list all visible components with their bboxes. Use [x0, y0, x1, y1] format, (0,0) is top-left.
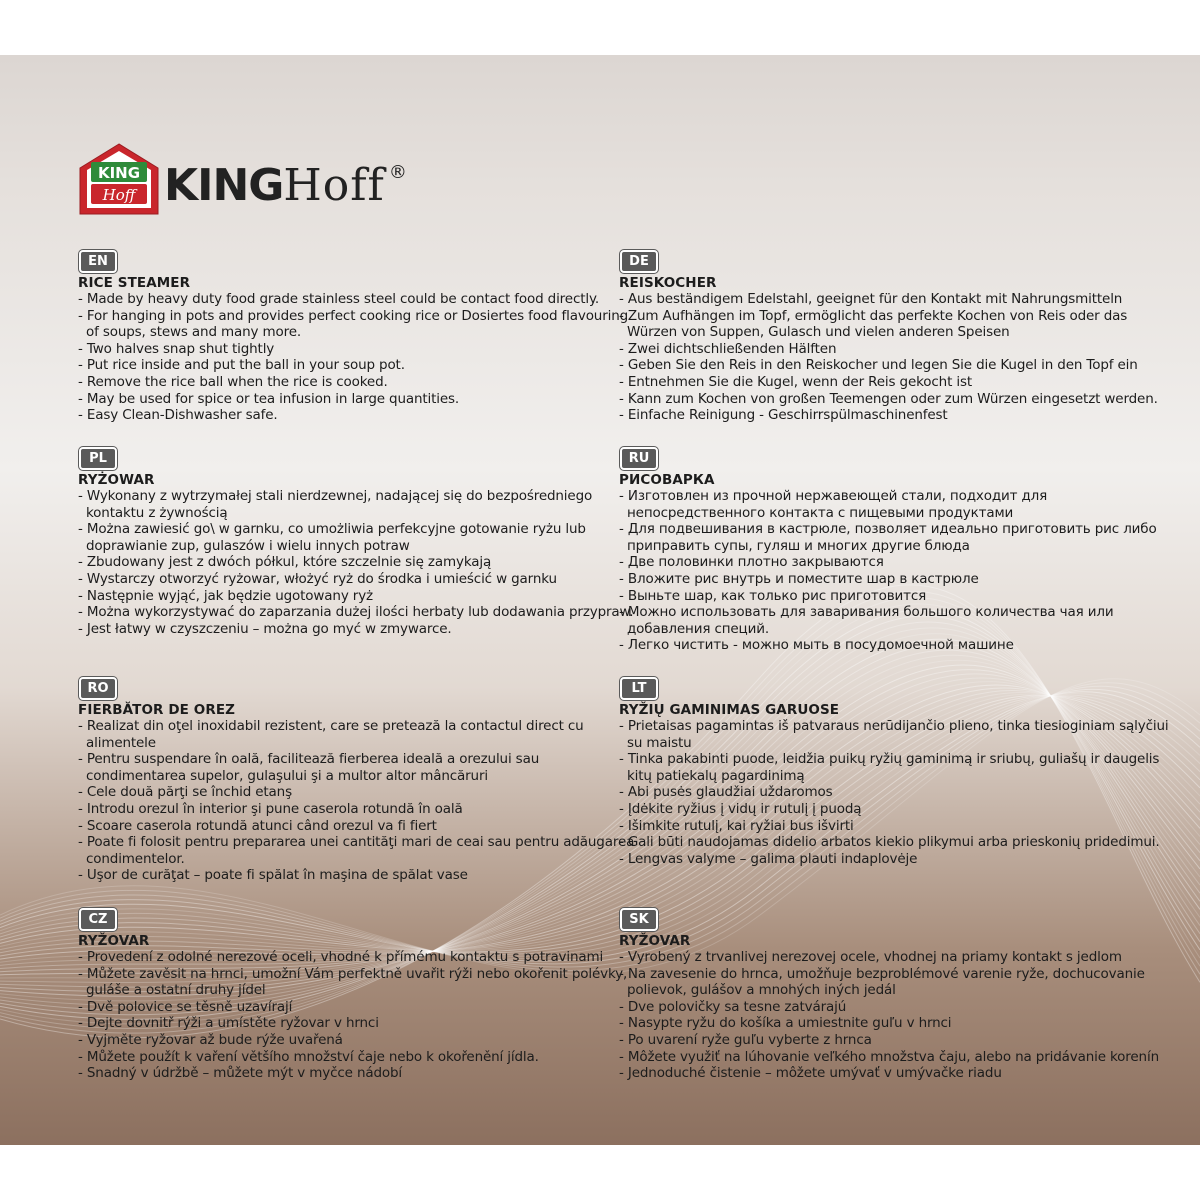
list-item: - Jest łatwy w czyszczeniu – można go myć w zmywarce.	[78, 621, 638, 638]
list-item: - Geben Sie den Reis in den Reiskocher und legen Sie die Kugel in den Topf ein	[619, 357, 1179, 374]
list-item: - For hanging in pots and provides perfect cooking rice or Dosiertes food flavouring of soups, stews and many more.	[78, 308, 638, 341]
feature-list	[619, 718, 1179, 867]
list-item: - Wykonany z wytrzymałej stali nierdzewnej, nadającej się do bezpośredniego kontaktu z żywnością	[78, 488, 638, 521]
registered-mark: ®	[388, 162, 407, 183]
language-badge: RO	[79, 677, 117, 700]
section-pl	[78, 447, 638, 637]
feature-list	[619, 291, 1179, 424]
list-item: - Можно использовать для заваривания большого количества чая или добавления специй.	[619, 604, 1179, 637]
section-title: FIERBĂTOR DE OREZ	[78, 702, 236, 718]
list-item: - Nasypte ryžu do košíka a umiestnite guľu v hrnci	[619, 1015, 1179, 1032]
list-item: - Две половинки плотно закрываются	[619, 554, 1179, 571]
list-item: - Jednoduché čistenie – môžete umývať v umývačke riadu	[619, 1065, 1179, 1082]
logo-badge-bottom-text: Hoff	[102, 186, 136, 204]
list-item: - Cele două părţi se închid etanş	[78, 784, 638, 801]
feature-list	[78, 949, 638, 1082]
section-title: РИСОВАРКА	[619, 472, 715, 488]
language-badge: LT	[620, 677, 658, 700]
feature-list	[78, 488, 638, 637]
language-badge: EN	[79, 250, 117, 273]
list-item: - Dve polovičky sa tesne zatvárajú	[619, 999, 1179, 1016]
list-item: - Abi pusės glaudžiai uždaromos	[619, 784, 1179, 801]
list-item: - Prietaisas pagamintas iš patvaraus nerūdijančio plieno, tinka tiesioginiam sąlyčiui su maistu	[619, 718, 1179, 751]
list-item: - Introdu orezul în interior şi pune caserola rotundă în oală	[78, 801, 638, 818]
list-item: - Выньте шар, как только рис приготовится	[619, 588, 1179, 605]
list-item: - Lengvas valyme – galima plauti indaplovėje	[619, 851, 1179, 868]
list-item: - May be used for spice or tea infusion in large quantities.	[78, 391, 638, 408]
list-item: - Na zavesenie do hrnca, umožňuje bezproblémové varenie ryže, dochucovanie polievok, gulášov a mnohých iných jedál	[619, 966, 1179, 999]
list-item: - Môžete využiť na lúhovanie veľkého množstva čaju, alebo na pridávanie korenín	[619, 1049, 1179, 1066]
logo-badge-top-text: KING	[97, 164, 141, 182]
language-badge: DE	[620, 250, 658, 273]
list-item: - Gali būti naudojamas didelio arbatos kiekio plikymui arba prieskonių pridedimui.	[619, 834, 1179, 851]
section-title: RYŽIŲ GAMINIMAS GARUOSE	[619, 702, 840, 718]
list-item: - Można wykorzystywać do zaparzania dużej ilości herbaty lub dodawania przypraw.	[78, 604, 638, 621]
list-item: - Poate fi folosit pentru prepararea unei cantităţi mari de ceai sau pentru adăugarea condimentelor.	[78, 834, 638, 867]
list-item: - Kann zum Kochen von großen Teemengen oder zum Würzen eingesetzt werden.	[619, 391, 1179, 408]
section-de	[619, 250, 1179, 424]
section-ru	[619, 447, 1179, 654]
logo-word-king: KING	[164, 160, 284, 211]
list-item: - Można zawiesić go\ w garnku, co umożliwia perfekcyjne gotowanie ryżu lub doprawianie zup, gulaszów i wielu innych potraw	[78, 521, 638, 554]
list-item: - Made by heavy duty food grade stainless steel could be contact food directly.	[78, 291, 638, 308]
list-item: - Provedení z odolné nerezové oceli, vhodné k přímému kontaktu s potravinami	[78, 949, 638, 966]
list-item: - Zwei dichtschließenden Hälften	[619, 341, 1179, 358]
list-item: - Zum Aufhängen im Topf, ermöglicht das perfekte Kochen von Reis oder das Würzen von Suppen, Gulasch und vielen anderen Speisen	[619, 308, 1179, 341]
list-item: - Realizat din oţel inoxidabil rezistent, care se pretează la contactul direct cu alimentele	[78, 718, 638, 751]
list-item: - Remove the rice ball when the rice is cooked.	[78, 374, 638, 391]
list-item: - Išimkite rutulį, kai ryžiai bus išvirti	[619, 818, 1179, 835]
list-item: - Můžete použít k vaření většího množství čaje nebo k okořenění jídla.	[78, 1049, 638, 1066]
feature-list	[619, 488, 1179, 654]
section-title: RYŻOWAR	[78, 472, 155, 488]
list-item: - Aus beständigem Edelstahl, geeignet für den Kontakt mit Nahrungsmitteln	[619, 291, 1179, 308]
language-badge: SK	[620, 908, 658, 931]
language-badge: PL	[79, 447, 117, 470]
list-item: - Můžete zavěsit na hrnci, umožní Vám perfektně uvařit rýži nebo okořenit polévky, guláše a ostatní druhy jídel	[78, 966, 638, 999]
list-item: - Zbudowany jest z dwóch półkul, które szczelnie się zamykają	[78, 554, 638, 571]
list-item: - Pentru suspendare în oală, facilitează fierberea ideală a orezului sau condimentarea supelor, gulaşului şi a multor altor mâncăruri	[78, 751, 638, 784]
list-item: - Įdėkite ryžius į vidų ir rutulį į puodą	[619, 801, 1179, 818]
list-item: - Put rice inside and put the ball in your soup pot.	[78, 357, 638, 374]
language-badge: RU	[620, 447, 658, 470]
list-item: - Vyjměte ryžovar až bude rýže uvařená	[78, 1032, 638, 1049]
logo-house-badge	[78, 142, 160, 216]
section-lt	[619, 677, 1179, 867]
list-item: - Scoare caserola rotundă atunci când orezul va fi fiert	[78, 818, 638, 835]
section-title: RYŽOVAR	[619, 933, 691, 949]
language-badge: CZ	[79, 908, 117, 931]
list-item: - Легко чистить - можно мыть в посудомоечной машине	[619, 637, 1179, 654]
section-sk	[619, 908, 1179, 1082]
section-title: RYŽOVAR	[78, 933, 150, 949]
list-item: - Изготовлен из прочной нержавеющей стали, подходит для непосредственного контакта с пищевыми продуктами	[619, 488, 1179, 521]
list-item: - Dejte dovnitř rýži a umístěte ryžovar v hrnci	[78, 1015, 638, 1032]
list-item: - Następnie wyjąć, jak będzie ugotowany ryż	[78, 588, 638, 605]
list-item: - Po uvarení ryže guľu vyberte z hrnca	[619, 1032, 1179, 1049]
list-item: - Tinka pakabinti puode, leidžia puikų ryžių gaminimą ir sriubų, guliašų ir daugelis kitų patiekalų pagardinimą	[619, 751, 1179, 784]
section-title: REISKOCHER	[619, 275, 717, 291]
list-item: - Dvě polovice se těsně uzavírají	[78, 999, 638, 1016]
list-item: - Snadný v údržbě – můžete mýt v myčce nádobí	[78, 1065, 638, 1082]
section-en	[78, 250, 638, 424]
list-item: - Easy Clean-Dishwasher safe.	[78, 407, 638, 424]
section-title: RICE STEAMER	[78, 275, 191, 291]
logo-word-hoff: Hoff	[283, 160, 385, 211]
list-item: - Wystarczy otworzyć ryżowar, włożyć ryż do środka i umieścić w garnku	[78, 571, 638, 588]
list-item: - Для подвешивания в кастрюле, позволяет идеально приготовить рис либо приправить супы, гуляш и многих другие блюда	[619, 521, 1179, 554]
section-ro	[78, 677, 638, 884]
list-item: - Einfache Reinigung - Geschirrspülmaschinenfest	[619, 407, 1179, 424]
list-item: - Uşor de curăţat – poate fi spălat în maşina de spălat vase	[78, 867, 638, 884]
list-item: - Vyrobený z trvanlivej nerezovej ocele, vhodnej na priamy kontakt s jedlom	[619, 949, 1179, 966]
list-item: - Вложите рис внутрь и поместите шар в кастрюле	[619, 571, 1179, 588]
feature-list	[619, 949, 1179, 1082]
list-item: - Two halves snap shut tightly	[78, 341, 638, 358]
feature-list	[78, 291, 638, 424]
feature-list	[78, 718, 638, 884]
logo-wordmark	[164, 160, 407, 211]
list-item: - Entnehmen Sie die Kugel, wenn der Reis gekocht ist	[619, 374, 1179, 391]
section-cz	[78, 908, 638, 1082]
